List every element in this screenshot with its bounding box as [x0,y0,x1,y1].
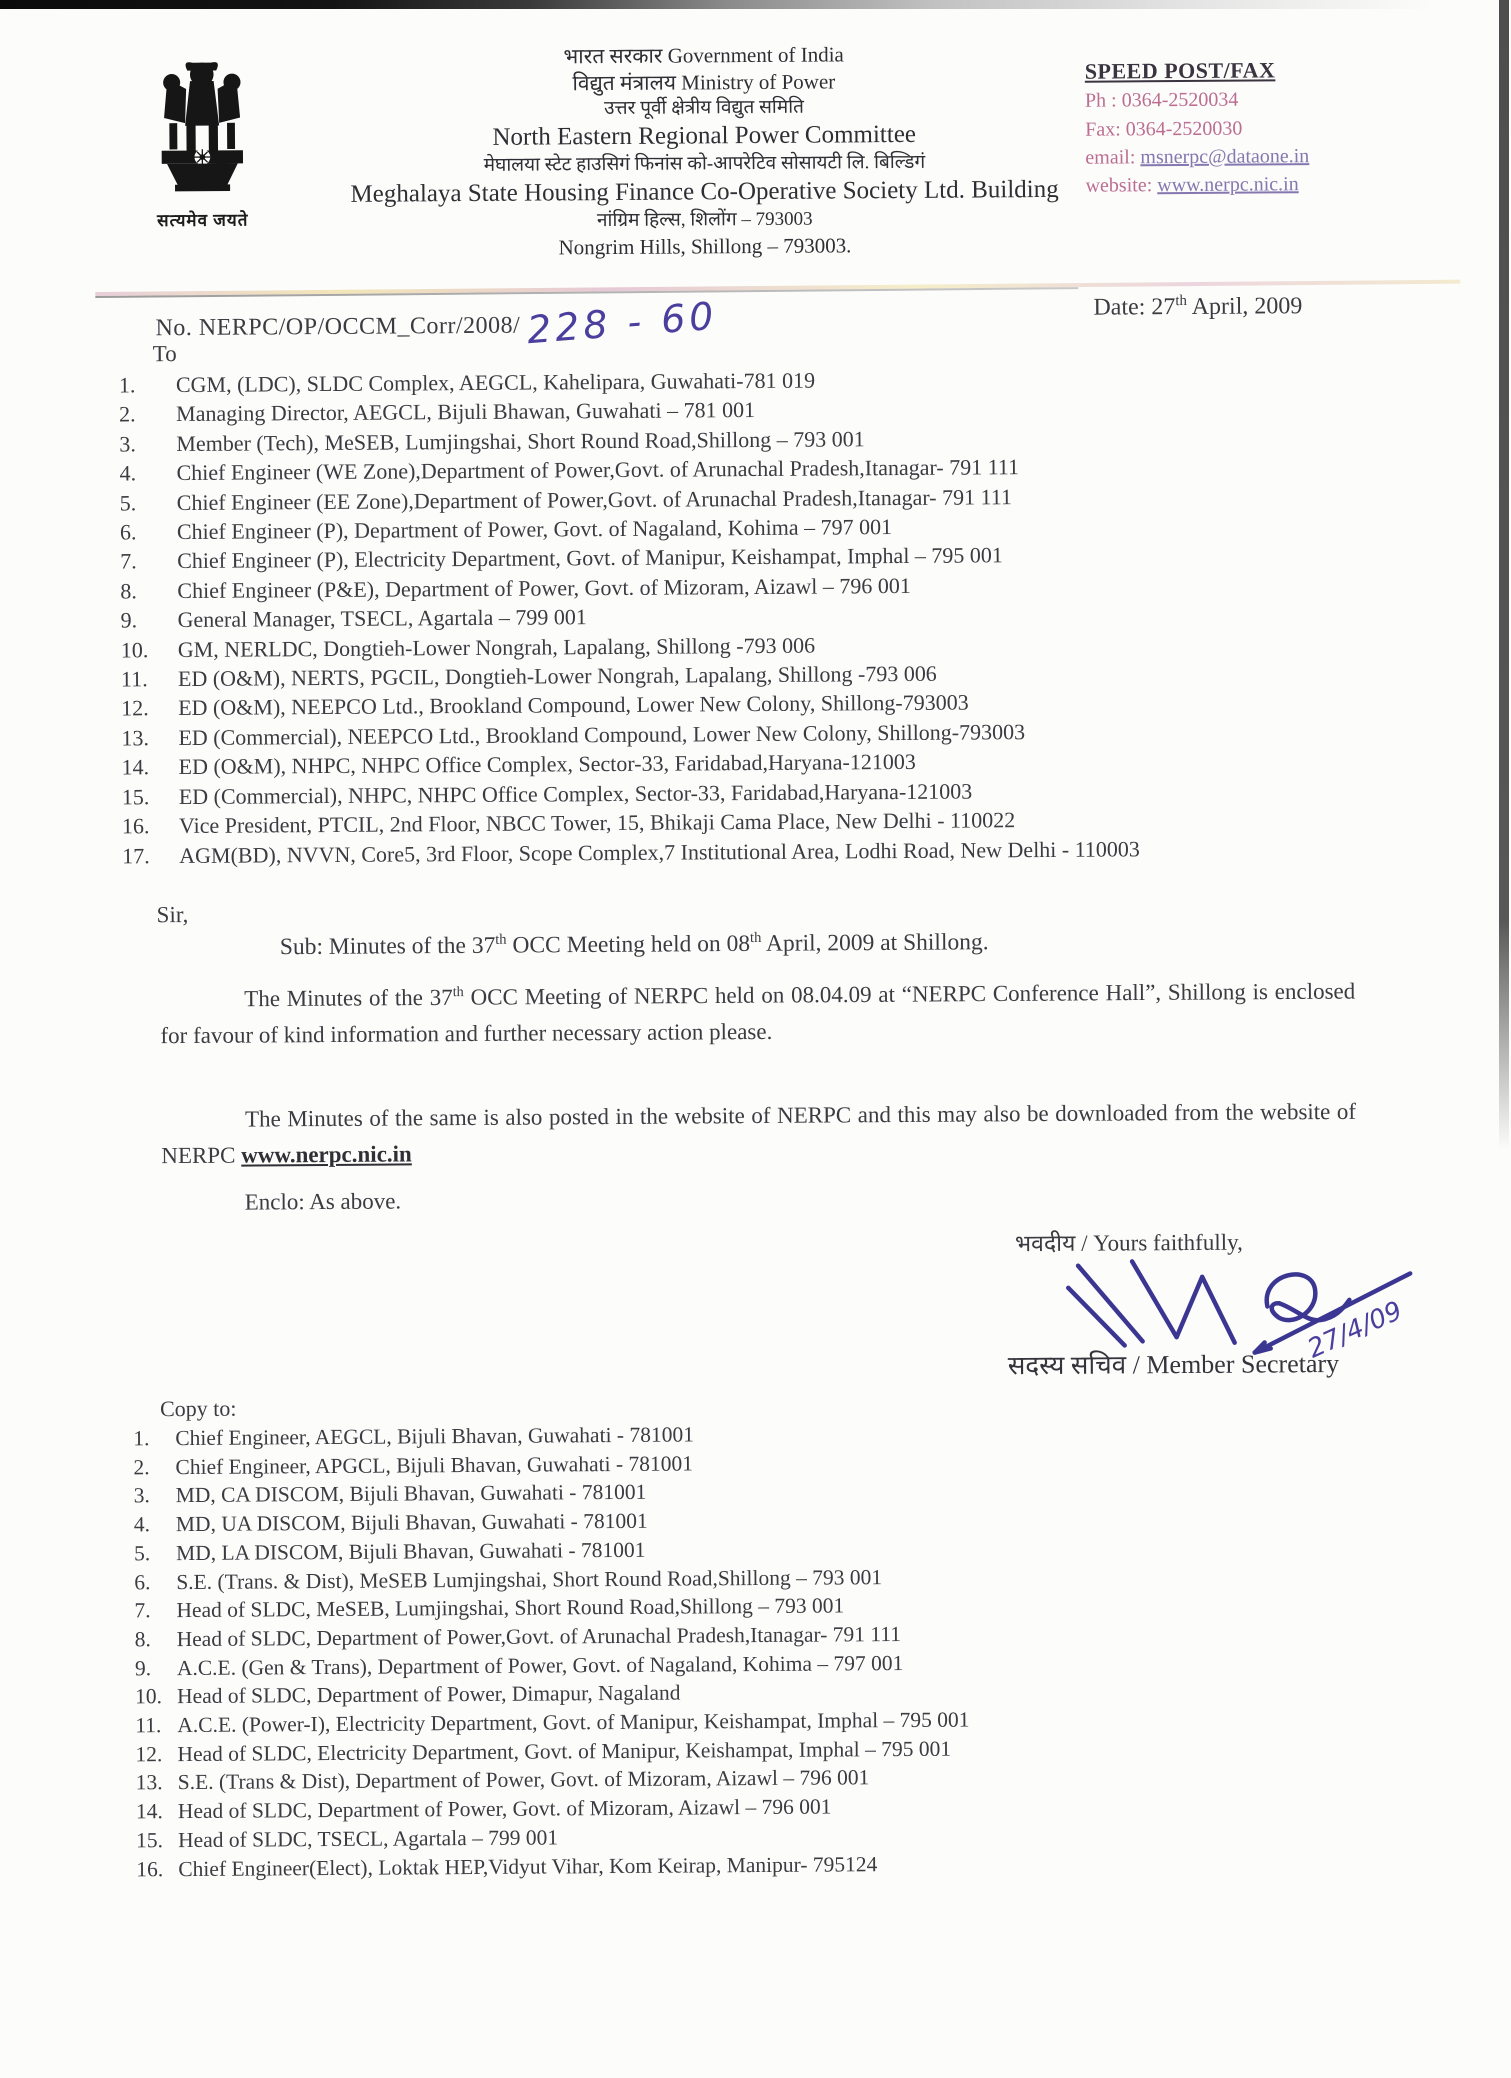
signatory-title: सदस्य सचिव / Member Secretary [1007,1348,1340,1381]
list-item: MD, UA DISCOM, Bijuli Bhavan, Guwahati - 781001 [175,1508,648,1537]
list-item: ED (O&M), NHPC, NHPC Office Complex, Sector-33, Faridabad,Haryana-121003 [178,749,916,780]
list-item: Vice President, PTCIL, 2nd Floor, NBCC Tower, 15, Bhikaji Cama Place, New Delhi - 110022 [178,807,1016,839]
phone-number: Ph : 0364-2520034 [1084,88,1239,112]
list-item: Managing Director, AEGCL, Bijuli Bhawan, Guwahati – 781 001 [176,397,756,427]
email-line [1085,141,1425,172]
copy-to-label: Copy to: [159,1395,237,1422]
letterhead-address-hindi: नांग्रिम हिल्स, शिलोंग – 793003 [596,208,813,232]
list-item: A.C.E. (Power-I), Electricity Department, Govt. of Manipur, Keishampat, Imphal – 795 001 [177,1707,970,1738]
date-line: Date: 27th April, 2009 [1093,292,1303,321]
list-item: Chief Engineer, AEGCL, Bijuli Bhavan, Guwahati - 781001 [175,1422,694,1451]
body-paragraph-1: The Minutes of the 37th OCC Meeting of NERPC held on 08.04.09 at “NERPC Conference Hall”, Shillong is enclosed for favour of kind information and further necessary action please. [160,978,1356,1048]
addressee-list [119,361,1452,870]
letterhead-ministry-line: विद्युत मंत्रालय Ministry of Power [572,69,836,96]
website-label: website: [1085,174,1158,198]
list-item: AGM(BD), NVVN, Core5, 3rd Floor, Scope Complex,7 Institutional Area, Lodhi Road, New Delhi - 110003 [179,835,1140,868]
list-item: Head of SLDC, Department of Power,Govt. of Arunachal Pradesh,Itanagar- 791 111 [176,1621,902,1651]
government-emblem [127,55,278,231]
emblem-caption: सत्यमेव जयते [157,210,249,231]
closing-faithfully: भवदीय / Yours faithfully, [1014,1229,1243,1257]
list-item: S.E. (Trans & Dist), Department of Power, Govt. of Mizoram, Aizawl – 796 001 [177,1765,870,1795]
subject-line: Sub: Minutes of the 37th OCC Meeting held on 08th April, 2009 at Shillong. [279,929,989,961]
list-item: Chief Engineer (P), Department of Power, Govt. of Nagaland, Kohima – 797 001 [176,514,893,545]
list-item: GM, NERLDC, Dongtieh-Lower Nongrah, Lapalang, Shillong -793 006 [177,632,816,662]
fax-number: Fax: 0364-2520030 [1085,117,1243,141]
list-item: ED (O&M), NEEPCO Ltd., Brookland Compound, Lower New Colony, Shillong-793003 [178,689,969,721]
list-item: Chief Engineer(Elect), Loktak HEP,Vidyut Vihar, Kom Keirap, Manipur- 795124 [178,1851,878,1881]
email-link[interactable]: msnerpc@dataone.in [1140,145,1310,169]
nerpc-website-link[interactable]: www.nerpc.nic.in [241,1141,412,1168]
list-item: Member (Tech), MeSEB, Lumjingshai, Short Round Road,Shillong – 793 001 [176,426,865,456]
contact-block [1085,53,1426,200]
body-paragraph-2: The Minutes of the same is also posted in the website of NERPC and this may also be downloaded from the website of NERPC www.nerpc.nic.in [161,1098,1357,1169]
enclosure-line: Enclo: As above. [244,1188,402,1215]
list-item: S.E. (Trans. & Dist), MeSEB Lumjingshai, Short Round Road,Shillong – 793 001 [176,1564,883,1594]
list-item: CGM, (LDC), SLDC Complex, AEGCL, Kahelipara, Guwahati-781 019 [175,367,816,398]
speed-post-title: SPEED POST/FAX [1084,57,1276,84]
list-item: ED (Commercial), NHPC, NHPC Office Complex, Sector-33, Faridabad,Haryana-121003 [178,778,973,809]
list-item: Head of SLDC, TSECL, Agartala – 799 001 [178,1825,559,1852]
list-item: Chief Engineer (WE Zone),Department of Power,Govt. of Arunachal Pradesh,Itanagar- 791 111 [176,454,1020,486]
list-item: MD, LA DISCOM, Bijuli Bhavan, Guwahati - 781001 [176,1537,646,1565]
website-link[interactable]: www.nerpc.nic.in [1157,173,1299,197]
letterhead-govt-line: भारत सरकार Government of India [563,42,844,69]
letterhead-building-english: Meghalaya State Housing Finance Co-Operative Society Ltd. Building [350,176,1059,209]
list-item: Chief Engineer (EE Zone),Department of Power,Govt. of Arunachal Pradesh,Itanagar- 791 111 [176,483,1013,515]
letterhead-committee-hindi: उत्तर पूर्वी क्षेत्रीय विद्युत समिति [604,96,804,119]
letterhead [289,39,1120,262]
copy-to-list [133,1415,1466,1884]
list-item: Head of SLDC, MeSEB, Lumjingshai, Short Round Road,Shillong – 793 001 [176,1593,845,1623]
handwritten-reference-number: 228 - 60 [525,293,720,353]
list-item: A.C.E. (Gen & Trans), Department of Power, Govt. of Nagaland, Kohima – 797 001 [176,1650,904,1680]
letterhead-committee-english: North Eastern Regional Power Committee [492,120,917,151]
list-item: ED (O&M), NERTS, PGCIL, Dongtieh-Lower Nongrah, Lapalang, Shillong -793 006 [177,660,937,692]
letterhead-building-hindi: मेघालया स्टेट हाउसिगं फिनांस को-आपरेटिव सोसायटी लि. बिल्डिगं [483,151,926,176]
list-item: Chief Engineer (P), Electricity Department, Govt. of Manipur, Keishampat, Imphal – 795 001 [177,542,1003,574]
letterhead-address-english: Nongrim Hills, Shillong – 793003. [558,233,852,260]
signature-date: 27/4/09 [1303,1295,1407,1365]
list-item: Chief Engineer, APGCL, Bijuli Bhavan, Guwahati - 781001 [175,1451,694,1479]
to-label: To [152,341,177,367]
list-item: Head of SLDC, Electricity Department, Govt. of Manipur, Keishampat, Imphal – 795 001 [177,1736,952,1766]
website-line [1085,170,1425,201]
list-item: General Manager, TSECL, Agartala – 799 001 [177,604,587,633]
list-item: Head of SLDC, Department of Power, Dimapur, Nagaland [177,1680,681,1709]
list-item: Chief Engineer (P&E), Department of Power, Govt. of Mizoram, Aizawl – 796 001 [177,572,911,603]
email-label: email: [1085,146,1141,169]
list-item: Head of SLDC, Department of Power, Govt. of Mizoram, Aizawl – 796 001 [177,1794,832,1824]
ashoka-emblem-icon [143,55,262,206]
list-item: MD, CA DISCOM, Bijuli Bhavan, Guwahati - 781001 [175,1480,647,1508]
list-item: ED (Commercial), NEEPCO Ltd., Brookland Compound, Lower New Colony, Shillong-793003 [178,719,1026,750]
salutation: Sir, [156,901,189,928]
reference-number-label: No. NERPC/OP/OCCM_Corr/2008/ [155,312,521,342]
